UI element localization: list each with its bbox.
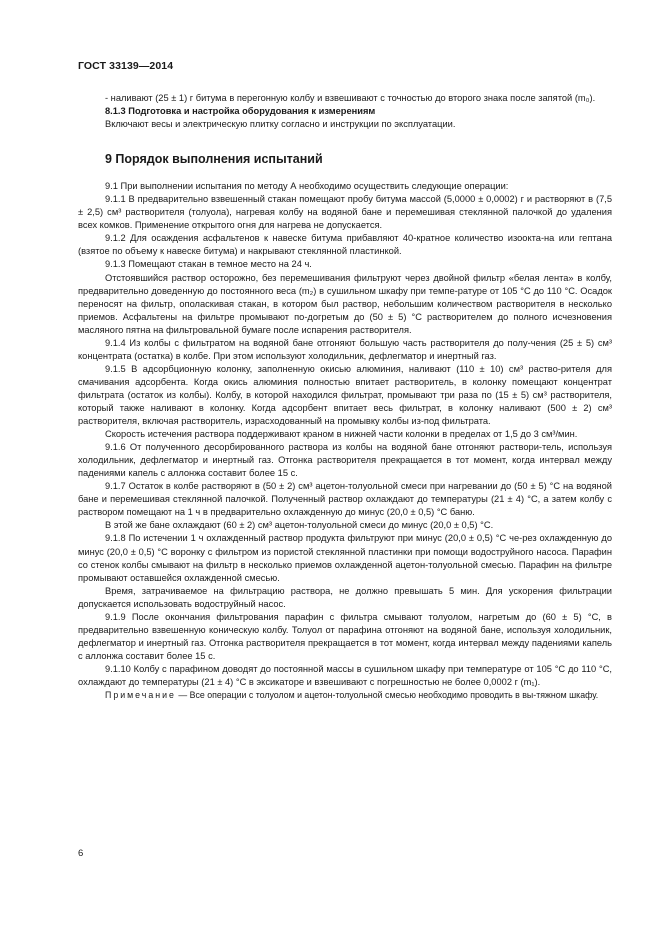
paragraph: Время, затрачиваемое на фильтрацию раствора, не должно превышать 5 мин. Для ускорения фильтрации допускается использовать водоструйный насос. — [78, 585, 612, 609]
paragraph: 9.1.9 После окончания фильтрования парафин с фильтра смывают толуолом, нагретым до (60 ± 5) °С, в предварительно взвешенную коническую колбу. Толуол от парафина отгоняют на водяной бане, используя холодильник, дефлегматор и инертный газ. Отгонка растворителя прекращается в тот момент, когда интервал между падениями капель с аллонжа составит более 15 с. — [78, 611, 612, 661]
paragraph: 9.1.8 По истечении 1 ч охлажденный раствор продукта фильтруют при минус (20,0 ± 0,5) °С че-рез охлажденную до минус (20,0 ± 0,5) °С воронку с фильтром из пористой стеклянной пластинки при помощи водоструйного насоса. Парафин со стенок колбы смывают на фильтр в несколько приемов охлажденной ацетон-толуольной смесью. Парафин на фильтре промывают оставшейся охлажденной смесью. — [78, 533, 612, 583]
page-number: 6 — [78, 848, 84, 859]
note — [78, 689, 612, 701]
paragraph: 9.1.1 В предварительно взвешенный стакан помещают пробу битума массой (5,0000 ± 0,0002) г и растворяют в (7,5 ± 2,5) см³ растворителя (толуола), нагревая колбу на водяной бане и перемешивая стеклянной палочкой до удаления всех комков. Применение открытого огня для нагрева не допускается. — [78, 194, 612, 231]
paragraph: 9.1 При выполнении испытания по методу А необходимо осуществить следующие операции: — [105, 181, 509, 192]
paragraph: В этой же бане охлаждают (60 ± 2) см³ ацетон-толуольной смеси до минус (20,0 ± 0,5) °С. — [105, 520, 494, 531]
paragraph: 9.1.7 Остаток в колбе растворяют в (50 ± 2) см³ ацетон-толуольной смеси при нагревании до (50 ± 5) °С на водяной бане и перемешивая стеклянной палочкой. Полученный раствор охлаждают до температуры (21 ± 4) °С, а затем колбу с раствором помещают на 1 ч в предварительно охлажденную до минус (20,0 ± 0,5) °С баню. — [78, 481, 612, 518]
subsection-title-8-1-3: 8.1.3 Подготовка и настройка оборудования к измерениям — [105, 106, 376, 117]
note-label: Примечание — [105, 690, 176, 701]
document-header: ГОСТ 33139—2014 — [78, 60, 174, 72]
paragraph-weighing: - наливают (25 ± 1) г битума в перегонную колбу и взвешивают с точностью до второго знака после запятой (m₀). — [105, 93, 596, 103]
paragraph: 9.1.10 Колбу с парафином доводят до постоянной массы в сушильном шкафу при температуре от 105 °С до 110 °С, охлаждают до температуры (21 ± 4) °С в эксикаторе и взвешивают с погрешностью не более 0,0002 г (m₁). — [78, 663, 612, 687]
paragraph: 9.1.5 В адсорбционную колонку, заполненную окисью алюминия, наливают (110 ± 10) см³ раство-рителя для смачивания адсорбента. Когда окись алюминия полностью впитает растворитель, в колонку помещают концентрат фильтрата (остаток из колбы). Колбу, в которой находился фильтрат, промывают три раза по (15 ± 5) см³ растворителя, который также наливают в колонку. Когда адсорбент впитает весь фильтрат, в колонку наливают (500 ± 2) см³ растворителя, включая растворитель, израсходованный на промывку колбы из-под фильтрата. — [78, 363, 612, 427]
paragraph: 9.1.2 Для осаждения асфальтенов к навеске битума прибавляют 40-кратное количество изоокта-на или гептана (взятое по объему к навеске битума) и накрывают стеклянной пластинкой. — [78, 233, 612, 257]
paragraph: Отстоявшийся раствор осторожно, без перемешивания фильтруют через двойной фильтр «белая лента» в колбу, предварительно доведенную до постоянного веса (m₂) в сушильном шкафу при темпе-ратуре от 105 °С до 110 °С. Осадок переносят на фильтр, ополаскивая стакан, в котором был раствор, небольшим количеством растворителя в несколько приемов. Асфальтены на фильтре промывают по-догретым до (50 ± 5) °С растворителем до полного исчезновения масляного пятна на фильтровальной бумаге после испарения растворителя. — [78, 272, 612, 335]
paragraph: Скорость истечения раствора поддерживают краном в нижней части колонки в пределах от 1,5 до 3 см³/мин. — [105, 429, 578, 440]
paragraph: 9.1.3 Помещают стакан в темное место на 24 ч. — [105, 259, 312, 270]
paragraph-enable-equipment: Включают весы и электрическую плитку согласно и инструкции по эксплуатации. — [105, 119, 456, 130]
document-body — [78, 92, 612, 701]
paragraph: 9.1.4 Из колбы с фильтратом на водяной бане отгоняют большую часть растворителя до полу-чения (25 ± 5) см³ концентрата (остатка) в колбе. При этом используют холодильник, дефлегматор и инертный газ. — [78, 337, 612, 361]
note-text: — Все операции с толуолом и ацетон-толуольной смесью необходимо проводить в вы-тяжном шкафу. — [175, 690, 599, 701]
section-title: 9 Порядок выполнения испытаний — [105, 152, 323, 167]
paragraph: 9.1.6 От полученного десорбированного раствора из колбы на водяной бане отгоняют раствори-тель, используя холодильник, дефлегматор и инертный газ. Отгонка растворителя прекращается в тот момент, когда интервал между падениями капель с аллонжа составит более 15 с. — [78, 442, 612, 479]
